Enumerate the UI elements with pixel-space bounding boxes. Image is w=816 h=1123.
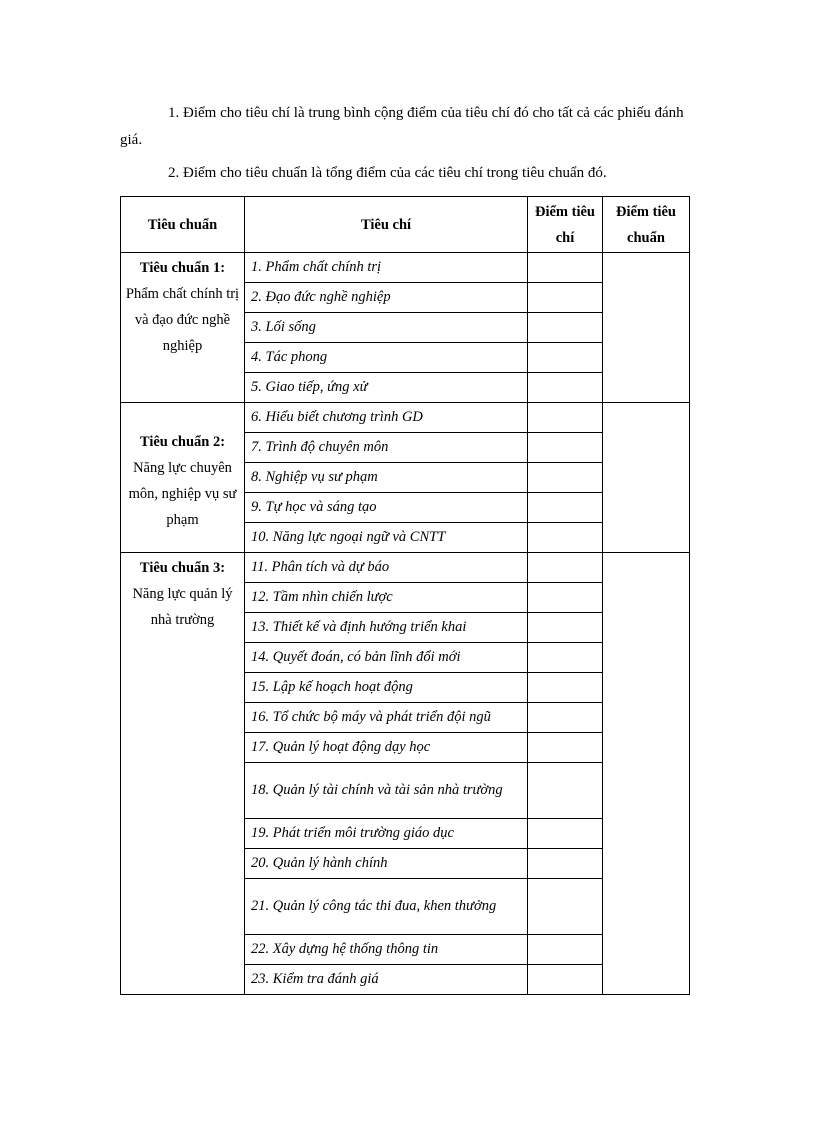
header-criterion-score: Điểm tiêu chí: [528, 197, 603, 253]
criterion-7: 7. Trình độ chuyên môn: [251, 439, 389, 455]
evaluation-table: [120, 196, 690, 995]
criterion-score-cell[interactable]: [528, 763, 603, 819]
standard-1-title: Tiêu chuẩn 1:: [139, 260, 226, 276]
criterion-score-cell[interactable]: [528, 343, 603, 373]
criterion-1: 1. Phẩm chất chính trị: [251, 259, 382, 275]
criterion-score-cell[interactable]: [528, 879, 603, 935]
criterion-19: 19. Phát triển môi trường giáo dục: [251, 825, 454, 841]
criterion-4: 4. Tác phong: [251, 349, 328, 365]
note-paragraph-1: 1. Điểm cho tiêu chí là trung bình cộng điểm của tiêu chí đó cho tất cả các phiếu đánh giá.: [120, 105, 684, 148]
criterion-score-cell[interactable]: [528, 643, 603, 673]
criterion-15: 15. Lập kế hoạch hoạt động: [251, 679, 413, 695]
standard-2-desc: Năng lực chuyên môn, nghiệp vụ sư phạm: [128, 460, 237, 528]
standard-2-title: Tiêu chuẩn 2:: [139, 434, 226, 450]
criterion-9: 9. Tự học và sáng tạo: [251, 499, 377, 515]
criterion-8: 8. Nghiệp vụ sư phạm: [251, 469, 378, 485]
criterion-score-cell[interactable]: [528, 703, 603, 733]
criterion-22: 22. Xây dựng hệ thống thông tin: [251, 941, 439, 957]
criterion-score-cell[interactable]: [528, 373, 603, 403]
criterion-score-cell[interactable]: [528, 313, 603, 343]
criterion-10: 10. Năng lực ngoại ngữ và CNTT: [251, 529, 446, 545]
criterion-score-cell[interactable]: [528, 283, 603, 313]
criterion-score-cell[interactable]: [528, 673, 603, 703]
criterion-23: 23. Kiểm tra đánh giá: [251, 971, 379, 987]
criterion-score-cell[interactable]: [528, 463, 603, 493]
table-row: [121, 553, 690, 583]
standard-3-cell: [121, 553, 245, 995]
table-row: [121, 253, 690, 283]
standard-3-desc: Năng lực quản lý nhà trường: [132, 586, 233, 628]
criterion-score-cell[interactable]: [528, 493, 603, 523]
header-criterion: Tiêu chí: [245, 197, 528, 253]
standard-1-cell: [121, 253, 245, 403]
criterion-score-cell[interactable]: [528, 403, 603, 433]
standard-3-title: Tiêu chuẩn 3:: [139, 560, 226, 576]
criterion-20: 20. Quản lý hành chính: [251, 855, 388, 871]
standard-1-score-cell[interactable]: [603, 253, 690, 403]
standard-1-desc: Phẩm chất chính trị và đạo đức nghề nghiệp: [125, 286, 240, 354]
standard-2-cell: [121, 403, 245, 553]
note-paragraph-2: 2. Điểm cho tiêu chuẩn là tổng điểm của các tiêu chí trong tiêu chuẩn đó.: [168, 165, 607, 181]
criterion-2: 2. Đạo đức nghề nghiệp: [251, 289, 391, 305]
criterion-13: 13. Thiết kế và định hướng triển khai: [251, 619, 467, 635]
criterion-6: 6. Hiểu biết chương trình GD: [251, 409, 423, 425]
criterion-score-cell[interactable]: [528, 253, 603, 283]
criterion-score-cell[interactable]: [528, 613, 603, 643]
standard-3-score-cell[interactable]: [603, 553, 690, 995]
criterion-score-cell[interactable]: [528, 433, 603, 463]
header-standard-score: Điểm tiêu chuẩn: [603, 197, 690, 253]
criterion-score-cell[interactable]: [528, 849, 603, 879]
criterion-score-cell[interactable]: [528, 523, 603, 553]
criterion-21: 21. Quản lý công tác thi đua, khen thưởng: [251, 898, 497, 914]
criterion-17: 17. Quản lý hoạt động dạy học: [251, 739, 431, 755]
criterion-5: 5. Giao tiếp, ứng xử: [251, 379, 368, 395]
criterion-score-cell[interactable]: [528, 553, 603, 583]
criterion-3: 3. Lối sống: [251, 319, 316, 335]
criterion-12: 12. Tầm nhìn chiến lược: [251, 589, 393, 605]
criterion-score-cell[interactable]: [528, 733, 603, 763]
criterion-score-cell[interactable]: [528, 583, 603, 613]
table-row: [121, 403, 690, 433]
criterion-11: 11. Phân tích và dự báo: [251, 559, 390, 575]
criterion-16: 16. Tổ chức bộ máy và phát triển đội ngũ: [251, 709, 491, 725]
criterion-14: 14. Quyết đoán, có bản lĩnh đổi mới: [251, 649, 461, 665]
criterion-score-cell[interactable]: [528, 935, 603, 965]
criterion-18: 18. Quản lý tài chính và tài sản nhà trường: [251, 782, 503, 798]
criterion-score-cell[interactable]: [528, 965, 603, 995]
criterion-score-cell[interactable]: [528, 819, 603, 849]
standard-2-score-cell[interactable]: [603, 403, 690, 553]
header-standard: Tiêu chuẩn: [121, 197, 245, 253]
